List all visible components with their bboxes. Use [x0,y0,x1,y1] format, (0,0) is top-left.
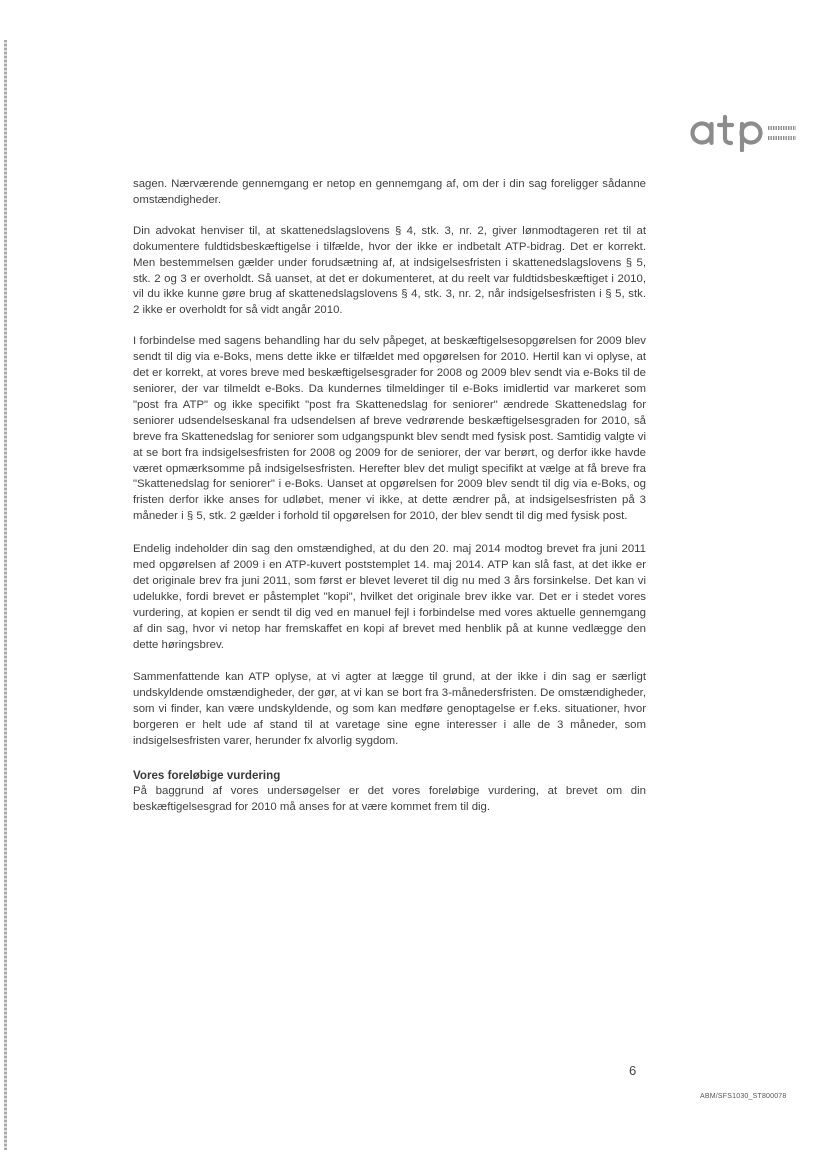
paragraph-lawyer-reference: Din advokat henviser til, at skattenedslagslovens § 4, stk. 3, nr. 2, giver lønmodtageren ret til at dokumentere fuldtidsbeskæftigelse i tilfælde, hvor der ikke er indbetalt ATP-bidrag. Det er korrekt. Men bestemmelsen gælder under forudsætning af, at indsigelsesfristen i skattenedslagslovens § 5, stk. 2 og 3 er overholdt. Så uanset, at det er dokumenteret, at du reelt var fuldtidsbeskæftiget i 2010, vil du ikke kunne gøre brug af skattenedslagslovens § 4, stk. 3, nr. 2, når indsigelsesfristen i § 5, stk. 2 ikke er overholdt for så vidt angår 2010. [133,224,646,317]
section-heading: Vores foreløbige vurdering [133,769,281,782]
paragraph-intro: sagen. Nærværende gennemgang er netop en gennemgang af, om der i din sag foreligger sådanne omstændigheder. [133,178,646,206]
letter-body [133,177,646,816]
paragraph-summary: Sammenfattende kan ATP oplyse, at vi agter at lægge til grund, at der ikke i din sag er særligt undskyldende omstændigheder, der gør, at vi kan se bort fra 3-månedersfristen. De omstændigheder, som vi finder, kan være undskyldende, og som kan medføre genoptagelse er f.eks. situationer, hvor borgeren er helt ude af stand til at varetage sine egne interesser i alle de 3 måneder, som indsigelsesfristen varer, herunder fx alvorlig sygdom. [133,671,646,748]
atp-logo [690,112,800,152]
page-number: 6 [629,1063,637,1078]
document-reference-code: ABM/SFS1030_ST800078 [700,1093,787,1100]
paragraph-e-boks: I forbindelse med sagens behandling har du selv påpeget, at beskæftigelsesopgørelsen for 2009 blev sendt til dig via e-Boks, mens dette ikke er tilfældet med opgørelsen for 2010. Hertil kan vi oplyse, at det er korrekt, at vores breve med beskæftigelsesgrader for 2008 og 2009 blev sendt via e-Boks til de seniorer, der var tilmeldt e-Boks. Da kundernes tilmeldinger til e-Boks imidlertid var markeret som "post fra ATP" og ikke specifikt "post fra Skattenedslag for seniorer" ændrede Skattenedslag for seniorer udsendelseskanal fra udsendelsen af breve vedrørende beskæftigelsesgraden for 2010, så breve fra Skattenedslag for seniorer som udgangspunkt blev sendt med fysisk post. Samtidig valgte vi at se bort fra indsigelsesfristen for 2008 og 2009 for de seniorer, der var berørt, og derfor ikke havde været opmærksomme på indsigelsesfristen. Herefter blev det muligt specifikt at vælge at få breve fra "Skattenedslag for seniorer" i e-Boks. Uanset at opgørelsen for 2009 blev sendt til dig via e-Boks, og fristen derfor ikke anses for udløbet, mener vi ikke, at dette ændrer på, at indsigelsesfristen på 3 måneder i § 5, stk. 2 gælder i forhold til opgørelsen for 2010, der blev sendt til dig med fysisk post. [133,335,646,523]
scan-edge-artifact [4,40,7,1150]
paragraph-preliminary-assessment: På baggrund af vores undersøgelser er det vores foreløbige vurdering, at brevet om din beskæftigelsesgrad for 2010 må anses for at være kommet frem til dig. [133,784,646,813]
paragraph-copy-letter: Endelig indeholder din sag den omstændighed, at du den 20. maj 2014 modtog brevet fra juni 2011 med opgørelsen af 2009 i en ATP-kuvert poststemplet 14. maj 2014. ATP kan slå fast, at det ikke er det originale brev fra juni 2011, som først er blevet leveret til dig nu med 3 års forsinkelse. Det kan vi udelukke, fordi brevet er påstemplet "kopi", hvilket det originale brev ikke var. Det er i stedet vores vurdering, at kopien er sendt til dig ved en manuel fejl i forbindelse med vores aktuelle gennemgang af din sag, hvor vi netop har fremskaffet en kopi af brevet med henblik på at kunne vedlægge den dette høringsbrev. [133,543,646,651]
